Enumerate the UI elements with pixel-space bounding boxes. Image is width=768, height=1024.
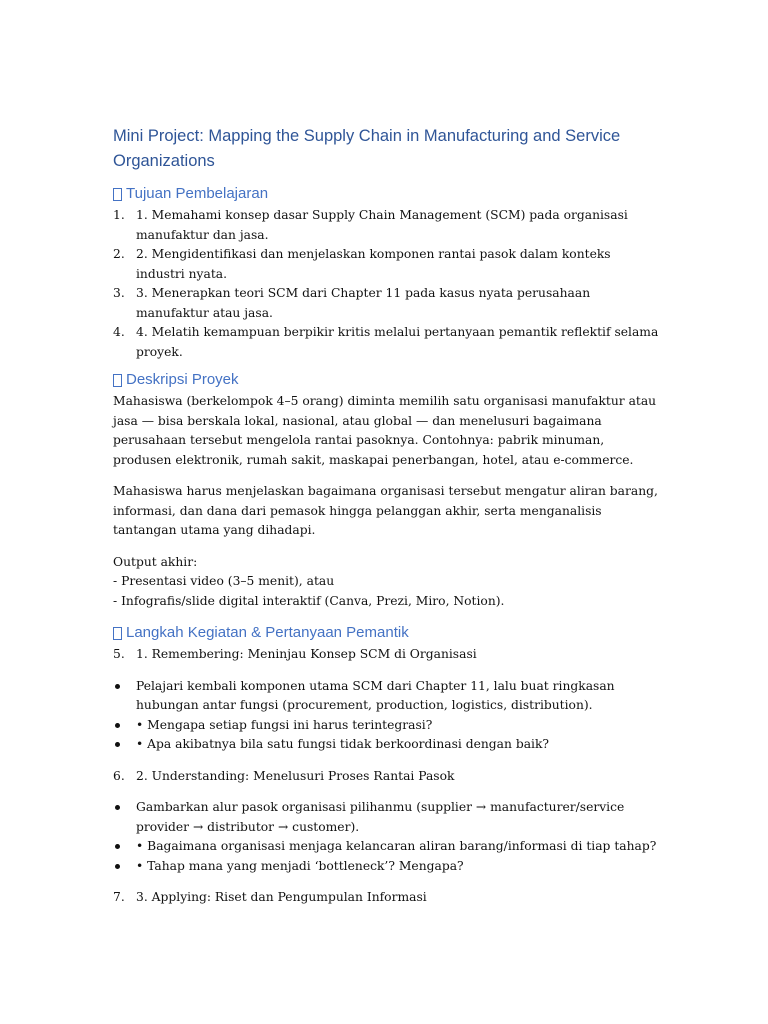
bullet-icon (115, 805, 120, 810)
section-heading-tujuan (113, 184, 661, 204)
section-heading-tujuan-label: Tujuan Pembelajaran (126, 185, 269, 202)
missing-glyph-icon (113, 188, 122, 201)
section-heading-langkah (113, 623, 661, 643)
output-item-2: - Infografis/slide digital interaktif (Canva, Prezi, Miro, Notion). (113, 593, 505, 608)
bullet-item: • Tahap mana yang menjadi ‘bottleneck’? Mengapa? (113, 857, 661, 877)
output-label: Output akhir: (113, 554, 198, 569)
deskripsi-paragraph-1: Mahasiswa (berkelompok 4–5 orang) diminta memilih satu organisasi manufaktur atau jasa — bisa berskala lokal, nasional, atau global — dan menelusuri bagaimana perusahaan tersebut mengelola rantai pasoknya. Contohnya: pabrik minuman, produsen elektronik, rumah sakit, maskapai penerbangan, hotel, atau e-commerce. (113, 394, 657, 467)
list-item: 1. 1. Memahami konsep dasar Supply Chain Management (SCM) pada organisasi manufaktur dan jasa. (113, 208, 628, 242)
step-list (113, 767, 661, 787)
bullet-icon (115, 723, 120, 728)
bullet-item: Pelajari kembali komponen utama SCM dari Chapter 11, lalu buat ringkasan hubungan antar fungsi (procurement, production, logistics, distribution). (113, 677, 661, 716)
tujuan-list (113, 206, 661, 362)
step-list (113, 645, 661, 665)
bullet-item: • Apa akibatnya bila satu fungsi tidak berkoordinasi dengan baik? (113, 735, 661, 755)
document-title: Mini Project: Mapping the Supply Chain in Manufacturing and Service Organizations (113, 127, 621, 170)
section-heading-langkah-label: Langkah Kegiatan & Pertanyaan Pemantik (126, 624, 409, 641)
section-heading-deskripsi-label: Deskripsi Proyek (126, 371, 239, 388)
missing-glyph-icon (113, 374, 122, 387)
step5-bullets (113, 677, 661, 755)
deskripsi-paragraph-2: Mahasiswa harus menjelaskan bagaimana organisasi tersebut mengatur aliran barang, informasi, dan dana dari pemasok hingga pelanggan akhir, serta menganalisis tantangan utama yang dihadapi. (113, 484, 658, 537)
section-heading-deskripsi (113, 370, 661, 390)
step-item: 7. 3. Applying: Riset dan Pengumpulan Informasi (113, 890, 427, 904)
bullet-icon (115, 684, 120, 689)
step6-bullets (113, 798, 661, 876)
list-item: 4. 4. Melatih kemampuan berpikir kritis melalui pertanyaan pemantik reflektif selama proyek. (113, 325, 659, 359)
step-list (113, 888, 661, 908)
list-item: 2. 2. Mengidentifikasi dan menjelaskan komponen rantai pasok dalam konteks industri nyata. (113, 247, 611, 281)
document-content (113, 124, 661, 920)
bullet-item: • Mengapa setiap fungsi ini harus terintegrasi? (113, 716, 661, 736)
bullet-item: Gambarkan alur pasok organisasi pilihanmu (supplier → manufacturer/service provider → distributor → customer). (113, 798, 661, 837)
missing-glyph-icon (113, 627, 122, 640)
bullet-icon (115, 864, 120, 869)
bullet-icon (115, 844, 120, 849)
output-item-1: - Presentasi video (3–5 menit), atau (113, 574, 335, 588)
bullet-icon (115, 742, 120, 747)
step-item: 6. 2. Understanding: Menelusuri Proses Rantai Pasok (113, 768, 455, 783)
bullet-item: • Bagaimana organisasi menjaga kelancaran aliran barang/informasi di tiap tahap? (113, 837, 661, 857)
step-item: 5. 1. Remembering: Meninjau Konsep SCM di Organisasi (113, 647, 477, 661)
list-item: 3. 3. Menerapkan teori SCM dari Chapter 11 pada kasus nyata perusahaan manufaktur atau jasa. (113, 286, 591, 320)
